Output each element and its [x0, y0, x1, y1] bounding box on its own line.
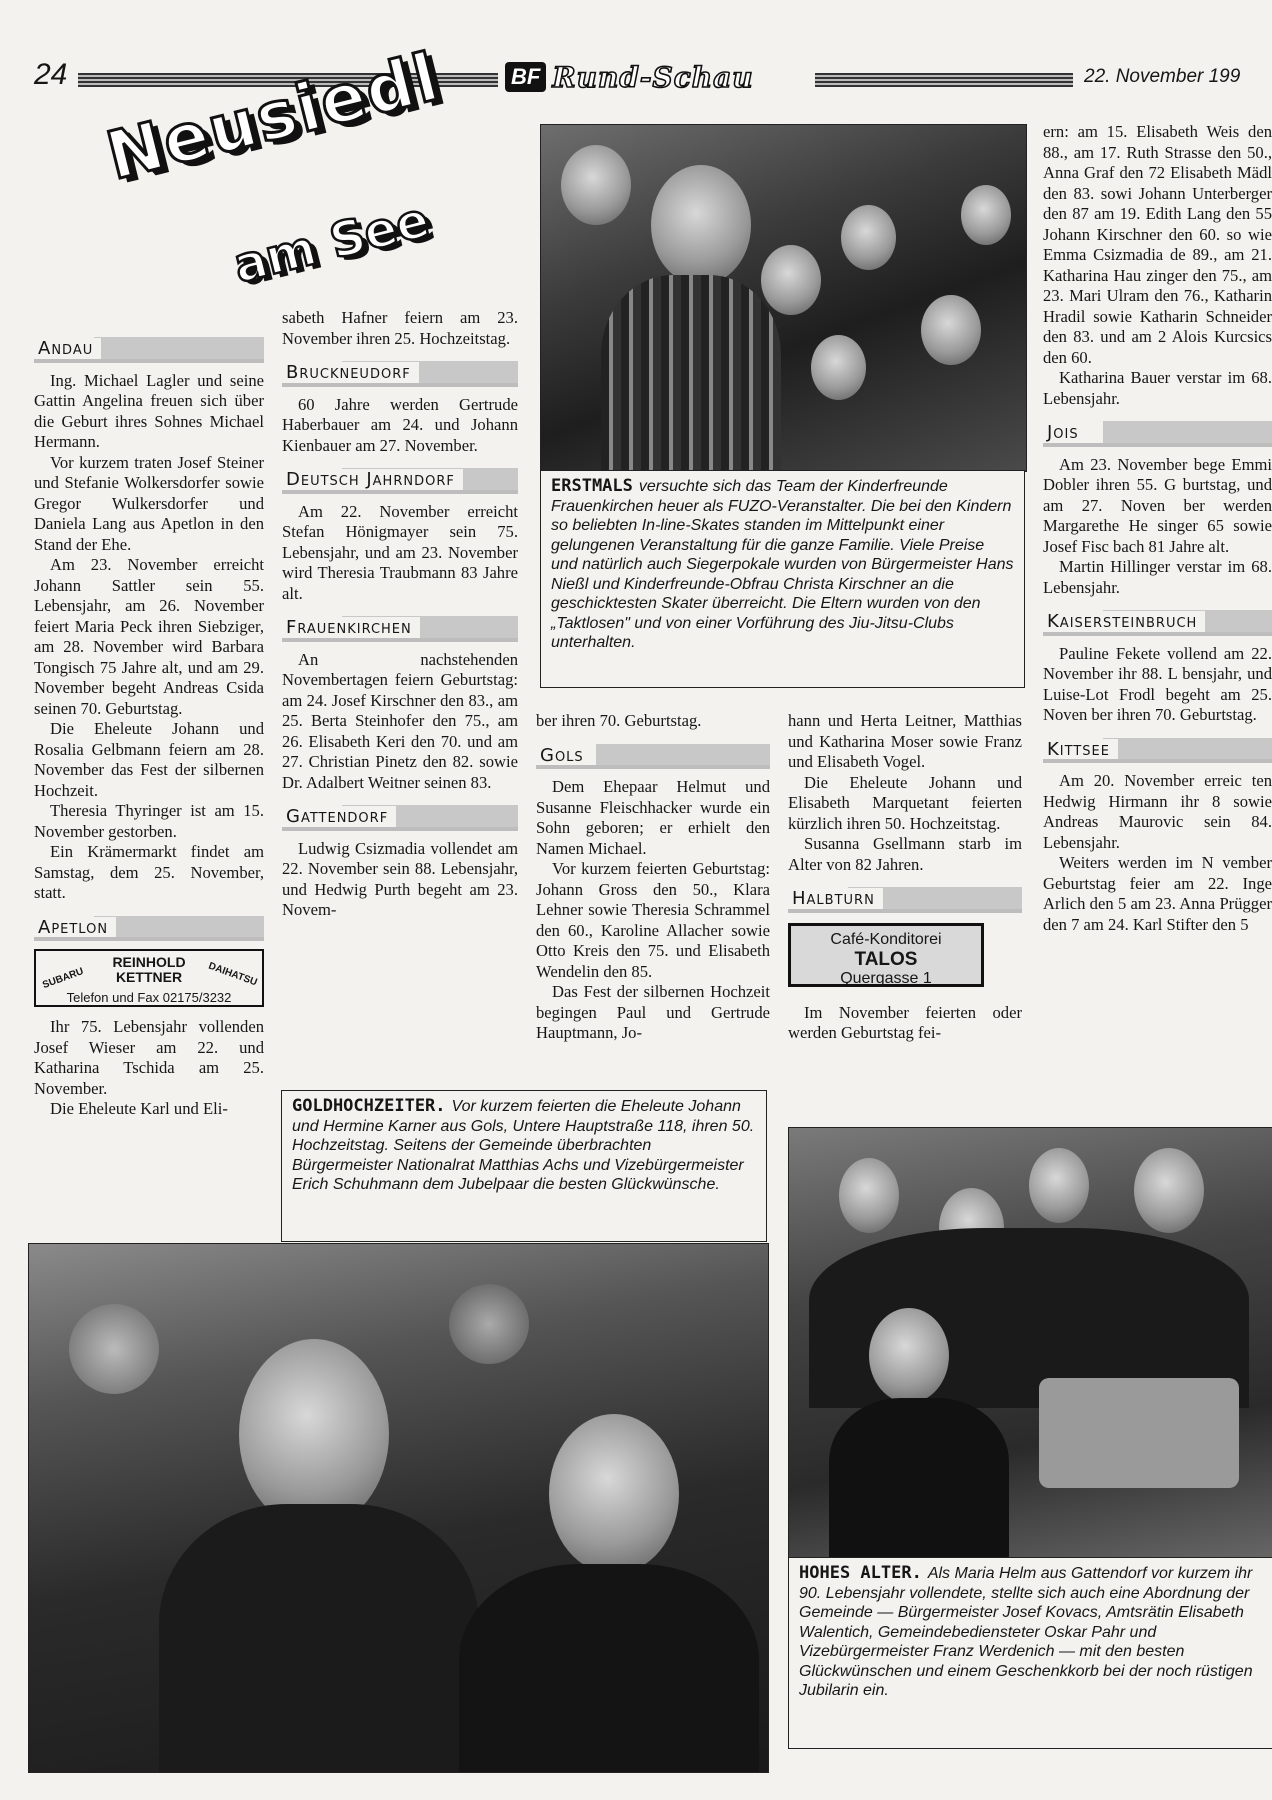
- paragraph: Dem Ehepaar Helmut und Susanne Fleischhacker wurde ein Sohn geboren; er erhielt den Namen Michael.: [536, 777, 770, 858]
- ad-talos-line1: Café-Konditorei: [830, 930, 942, 948]
- heading-gattendorf: Gattendorf: [282, 805, 518, 831]
- heading-apetlon: Apetlon: [34, 916, 264, 942]
- caption-lead: HOHES ALTER.: [799, 1563, 922, 1583]
- publication-logo: [505, 60, 754, 94]
- caption-text: Vor kurzem feierten die Eheleute Johann und Hermine Karner aus Gols, Untere Hauptstraße 118, ihren 50. Hochzeitstag. Seitens der Gemeinde überbrachten Bürgermeister Nationalrat Matthias Achs und Vizebürgermeister Erich Schuhmann dem Jubelpaar die besten Glückwünsche.: [292, 1098, 755, 1193]
- ad-brand-left: SUBARU: [41, 966, 86, 992]
- heading-jois: Jois: [1043, 421, 1272, 447]
- heading-kittsee: Kittsee: [1043, 738, 1272, 764]
- page-number: 24: [34, 58, 68, 91]
- paragraph: ern: am 15. Elisabeth Weis den 88., am 17. Ruth Strasse den 50., Anna Graf den 72 Elisabeth Mädl den 83. sowi Johann Unterberger den 87 am 19. Edith Lang den 55 Johann Kirschner den 60. so wie Emma Csizmadia de 89., am 21. Katharina Hau zinger den 75., am 23. Mari Ulram den 76., Katharin Hradil sowie Katharin Schneider den 83. und am 2 Alois Kurcsics den 60.: [1043, 122, 1272, 367]
- paragraph: Die Eheleute Johann und Elisabeth Marquetant feierten kürzlich ihren 50. Hochzeitstag.: [788, 772, 1022, 833]
- paragraph: Ihr 75. Lebensjahr vollenden Josef Wieser am 22. und Katharina Tschida am 25. November.: [34, 1017, 264, 1098]
- paragraph: An nachstehenden Novembertagen feiern Geburtstag: am 24. Josef Kirschner den 83., am 25. Berta Steinhofer den 75., am 26. Elisabeth Keri den 70. und am 27. Christian Pinetz den 82. sowie Dr. Adalbert Weitner seinen 83.: [282, 649, 518, 792]
- column-1: [34, 325, 264, 1120]
- paragraph: Am 22. November erreicht Stefan Hönigmayer sein 75. Lebensjahr, und am 23. November wird Theresia Traubmann 83 Jahre alt.: [282, 501, 518, 603]
- paragraph: Martin Hillinger verstar im 68. Lebensjahr.: [1043, 557, 1272, 597]
- logo-badge: BF: [505, 62, 546, 92]
- paragraph: hann und Herta Leitner, Matthias und Katharina Moser sowie Franz und Elisabeth Vogel.: [788, 711, 1022, 771]
- caption-erstmals: [540, 470, 1025, 688]
- ad-kettner: [34, 949, 264, 1007]
- ad-talos-line2: TALOS: [854, 949, 918, 970]
- paragraph: Ing. Michael Lagler und seine Gattin Angelina freuen sich über die Geburt ihres Sohnes Michael Hermann.: [34, 370, 264, 451]
- ad-talos: [788, 923, 984, 987]
- logo-text: Rund-Schau: [552, 60, 754, 94]
- paragraph: Pauline Fekete vollend am 22. November ihr 88. L bensjahr, und Luise-Lot Frodl begeht am 25. Noven ber ihren 70. Geburtstag.: [1043, 643, 1272, 724]
- caption-lead: GOLDHOCHZEITER.: [292, 1096, 446, 1116]
- paragraph: Am 23. November bege Emmi Dobler ihren 55. G burtstag, und am 27. Noven ber werden Margarethe He singer 65 sowie Josef Fisc bach 81 Jahre alt.: [1043, 454, 1272, 556]
- paragraph: Weiters werden im N vember Geburtstag feier am 22. Inge Arlich den 5 am 23. Anna Prügger den 7 am 24. Karl Stifter den 5: [1043, 853, 1272, 934]
- caption-hohes-alter: [788, 1557, 1272, 1749]
- ad-brand-right: DAIHATSU: [206, 960, 259, 989]
- paragraph: Am 20. November erreic ten Hedwig Hirmann ihr 8 sowie Andreas Maurovic sein 84. Lebensjahr.: [1043, 771, 1272, 852]
- paragraph: Theresia Thyringer ist am 15. November gestorben.: [34, 801, 264, 841]
- caption-lead: ERSTMALS: [551, 476, 633, 496]
- column-3: [536, 711, 770, 1044]
- paragraph: Vor kurzem feierten Geburtstag: Johann Gross den 50., Klara Lehner sowie Theresia Schrammel den 60., Karoline Allacher sowie Otto Kreis den 75. und Elisabeth Wendelin den 85.: [536, 859, 770, 981]
- paragraph: Ein Krämermarkt findet am Samstag, dem 25. November, statt.: [34, 842, 264, 902]
- photo-hohes-alter: [788, 1127, 1272, 1559]
- heading-frauenkirchen: Frauenkirchen: [282, 616, 518, 642]
- paragraph: Im November feierten oder werden Geburtstag fei-: [788, 1002, 1022, 1042]
- paragraph: 60 Jahre werden Gertrude Haberbauer am 24. und Johann Kienbauer am 27. November.: [282, 394, 518, 455]
- caption-text: Als Maria Helm aus Gattendorf vor kurzem ihr 90. Lebensjahr vollendete, stellte sich auch eine Abordnung der Gemeinde — Bürgermeister Josef Kovacs, Amtsrätin Elisabeth Walentich, Gemeindebediensteter Oskar Pahr und Vizebürgermeister Franz Werdenich — mit den besten Glückwünschen und einem Geschenkkorb bei der noch rüstigen Jubilarin ein.: [799, 1565, 1253, 1699]
- heading-deutsch-jahrndorf: Deutsch Jahrndorf: [282, 468, 518, 494]
- header-rule-right: [815, 73, 1073, 87]
- paragraph: Susanna Gsellmann starb im Alter von 82 Jahren.: [788, 834, 1022, 874]
- column-2: [282, 308, 518, 921]
- paragraph: Am 23. November erreicht Johann Sattler sein 55. Lebensjahr, am 26. November feiert Maria Peck ihren Siebziger, am 28. November wird Barbara Tongisch 75 Jahre alt, und am 29. November begeht Andreas Csida seinen 70. Geburtstag.: [34, 555, 264, 718]
- paragraph: sabeth Hafner feiern am 23. November ihren 25. Hochzeitstag.: [282, 308, 518, 348]
- column-4: [788, 711, 1022, 1044]
- paragraph: ber ihren 70. Geburtstag.: [536, 711, 702, 730]
- photo-kinderfreunde: [540, 124, 1027, 472]
- issue-date: 22. November 199: [1084, 66, 1241, 87]
- section-title: Neusiedl: [99, 38, 448, 195]
- paragraph: Das Fest der silbernen Hochzeit begingen Paul und Gertrude Hauptmann, Jo-: [536, 982, 770, 1042]
- heading-andau: Andau: [34, 337, 264, 363]
- paragraph: Ludwig Csizmadia vollendet am 22. November sein 88. Lebensjahr, und Hedwig Purth begeht am 23. Novem-: [282, 838, 518, 919]
- caption-text: versuchte sich das Team der Kinderfreunde Frauenkirchen heuer als FUZO-Veranstalter. Die bei den Kindern so beliebten In-line-Skates standen im Mittelpunkt einer gelungenen Veranstaltung für die ganze Familie. Viele Preise und natürlich auch Siegerpokale wurden von Bürgermeister Hans Nießl und Kinderfreunde-Obfrau Christa Kirschner an die geschicktesten Skater überreicht. Die Eltern wurden von den „Taktlosen" und von einer Vorführung des Jiu-Jitsu-Clubs unterhalten.: [551, 478, 1014, 651]
- paragraph: Die Eheleute Johann und Rosalia Gelbmann feiern am 28. November das Fest der silbernen Hochzeit.: [34, 719, 264, 800]
- ad-name-line2: KETTNER: [115, 969, 183, 985]
- photo-goldhochzeit: [28, 1243, 769, 1773]
- ad-name-line1: REINHOLD: [112, 954, 186, 970]
- section-subtitle: am See: [228, 191, 435, 295]
- heading-kaisersteinbruch: Kaisersteinbruch: [1043, 610, 1272, 636]
- paragraph: Vor kurzem traten Josef Steiner und Stefanie Wolkersdorfer sowie Gregor Wulkersdorfer und Daniela Lang aus Apetlon in den Stand der Ehe.: [34, 452, 264, 554]
- paragraph: Katharina Bauer verstar im 68. Lebensjahr.: [1043, 368, 1272, 408]
- paragraph: Die Eheleute Karl und Eli-: [50, 1099, 228, 1118]
- ad-phone: Telefon und Fax 02175/3232: [66, 990, 232, 1005]
- column-5: [1043, 122, 1272, 1112]
- heading-gols: Gols: [536, 744, 770, 770]
- heading-bruckneudorf: Bruckneudorf: [282, 361, 518, 387]
- ad-talos-line3: Quergasse 1: [840, 970, 932, 987]
- caption-goldhochzeiter: [281, 1090, 767, 1242]
- heading-halbturn: Halbturn: [788, 887, 1022, 913]
